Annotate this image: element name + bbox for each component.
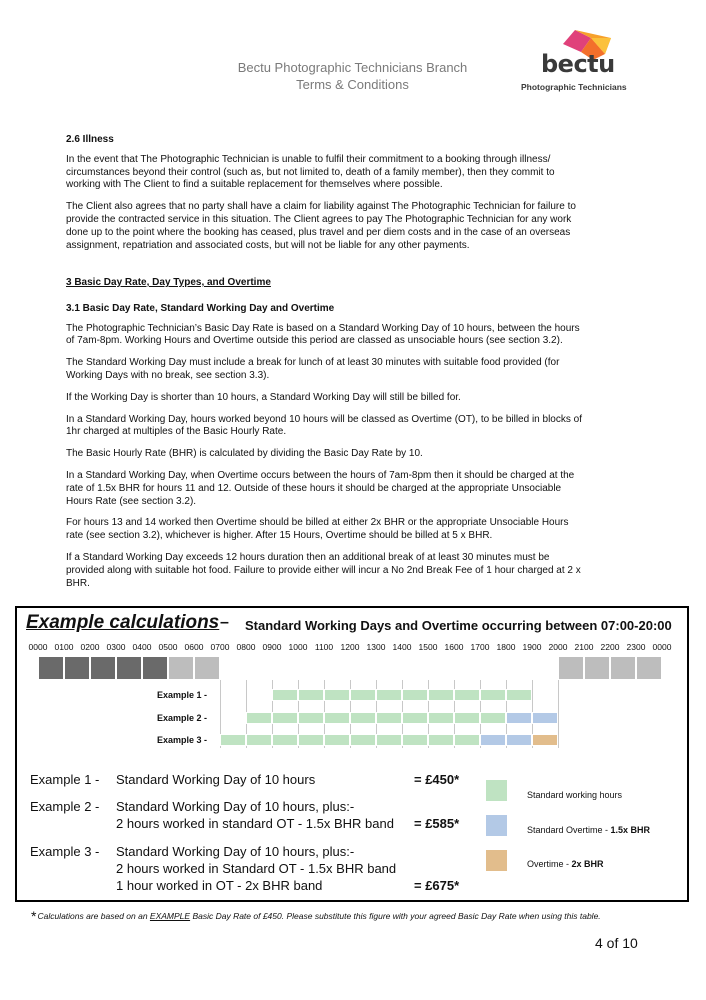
example-row-label: Example 2 - [156, 713, 207, 723]
hour-bar [532, 712, 558, 724]
header-line-2: Terms & Conditions [296, 77, 409, 92]
calc-line: Standard Working Day of 10 hours [116, 772, 316, 787]
hour-cell [168, 656, 194, 680]
hour-bar [532, 734, 558, 746]
hour-bar [402, 689, 428, 701]
hour-label: 0100 [54, 642, 74, 652]
subsection-heading: 3.1 Basic Day Rate, Standard Working Day and Overtime [66, 302, 335, 314]
hour-bar [298, 734, 324, 746]
hour-cell [38, 656, 64, 680]
hour-label: 2000 [548, 642, 568, 652]
example-calculations-box [15, 606, 689, 902]
header-line-1: Bectu Photographic Technicians Branch [237, 60, 468, 75]
hour-bar [428, 689, 454, 701]
hour-label: 2300 [626, 642, 646, 652]
hour-label: 0000 [28, 642, 48, 652]
section-2-6 [66, 134, 586, 252]
hour-cell [194, 656, 220, 680]
hour-bar [402, 712, 428, 724]
hour-label: 0700 [210, 642, 230, 652]
hour-bar [506, 734, 532, 746]
hour-bar [220, 734, 246, 746]
hour-bar [324, 712, 350, 724]
paragraph: The Client also agrees that no party shall have a claim for liability against The Photographic Technician for failure to provide the contracted service in this situation. The Client agrees to pay The Photographic Technician for any work done up to the point where the booking has ceased, plus travel and per diem costs and in the case of an overseas assignment, repatriation and associated costs, but will not be liable for any other payments. [66, 201, 576, 251]
hour-bar [324, 689, 350, 701]
calc-line: Standard Working Day of 10 hours, plus:- [116, 799, 355, 814]
hour-bar [246, 712, 272, 724]
hour-label: 0500 [158, 642, 178, 652]
hour-bar [402, 734, 428, 746]
section-3 [66, 277, 586, 590]
hour-label: 0600 [184, 642, 204, 652]
hour-bar [324, 734, 350, 746]
hour-label: 0200 [80, 642, 100, 652]
hour-cell [142, 656, 168, 680]
legend-label-ot: Overtime - 2x BHR [527, 859, 604, 869]
hour-bar [272, 712, 298, 724]
calc-line: 1 hour worked in OT - 2x BHR band [116, 878, 323, 893]
calc-line: 2 hours worked in standard OT - 1.5x BHR band [116, 816, 394, 831]
section-heading: 2.6 Illness [66, 134, 114, 145]
hour-cell [636, 656, 662, 680]
calc-amount: = £450* [414, 772, 460, 787]
hour-bar [480, 734, 506, 746]
hour-bar [454, 734, 480, 746]
hour-bar [350, 689, 376, 701]
hour-bar [376, 712, 402, 724]
bectu-logo [515, 28, 645, 98]
hour-label: 1500 [418, 642, 438, 652]
paragraph: If the Working Day is shorter than 10 hours, a Standard Working Day will still be billed for. [66, 391, 461, 403]
calc-line: 2 hours worked in Standard OT - 1.5x BHR band [116, 861, 397, 876]
title-dash: – [220, 614, 229, 631]
legend-swatch-ot [486, 850, 507, 871]
calc-line: Standard Working Day of 10 hours, plus:- [116, 844, 355, 859]
calc-label: Example 1 - [30, 772, 100, 787]
footnote-asterisk: * [31, 908, 37, 924]
hour-label: 0900 [262, 642, 282, 652]
hour-bar [376, 689, 402, 701]
hour-bar [454, 712, 480, 724]
hour-cell [610, 656, 636, 680]
hour-label: 0400 [132, 642, 152, 652]
hour-label: 1100 [314, 642, 334, 652]
hour-label: 1600 [444, 642, 464, 652]
hour-label: 1700 [470, 642, 490, 652]
footnote-emphasis: EXAMPLE [149, 911, 191, 921]
hour-label: 1200 [340, 642, 360, 652]
paragraph: The Basic Hourly Rate (BHR) is calculated by dividing the Basic Day Rate by 10. [66, 448, 423, 460]
hour-bar [454, 689, 480, 701]
hour-label: 1800 [496, 642, 516, 652]
hour-label: 1400 [392, 642, 412, 652]
hour-bar [428, 712, 454, 724]
hour-bar [272, 689, 298, 701]
hour-bar [298, 712, 324, 724]
logo-subtitle: Photographic Technicians [521, 82, 627, 92]
hour-label: 1300 [366, 642, 386, 652]
calc-amount: = £585* [414, 816, 460, 831]
page-number: 4 of 10 [595, 935, 638, 951]
hour-bar [506, 689, 532, 701]
paragraph: For hours 13 and 14 worked then Overtime should be billed at either 2x BHR or the appropriate Unsociable Hours rate (see section 3.2), whichever is higher. After 15 Hours, Overtime should be billed at 5 x BHR. [66, 517, 569, 542]
hour-bar [506, 712, 532, 724]
logo-wordmark: bectu [541, 50, 615, 78]
paragraph: If a Standard Working Day exceeds 12 hours duration then an additional break of at least 30 minutes must be provided along with suitable hot food. Failure to provide either will incur a No 2nd Break Fee of 1 hour charged at 2 x BHR. [66, 551, 581, 589]
hour-label: 0000 [652, 642, 672, 652]
paragraph: The Standard Working Day must include a break for lunch of at least 30 minutes with suitable food provided (for Working Days with no break, see section 3.3). [66, 357, 560, 381]
paragraph: In a Standard Working Day, when Overtime occurs between the hours of 7am-8pm then it should be charged at the rate of 1.5x BHR for hours 11 and 12. Outside of these hours it should be charged at the appropriate Unsociable Hours Rate (see section 3.2). [66, 469, 575, 507]
hour-bar [298, 689, 324, 701]
hour-label: 2100 [574, 642, 594, 652]
legend-swatch-standard [486, 780, 507, 801]
hour-label: 2200 [600, 642, 620, 652]
hour-cell [558, 656, 584, 680]
legend-label-standard-ot: Standard Overtime - 1.5x BHR [527, 825, 651, 835]
hour-bar [428, 734, 454, 746]
calc-label: Example 3 - [30, 844, 100, 859]
hour-bar [480, 689, 506, 701]
grid-line [558, 680, 559, 748]
example-subtitle: Standard Working Days and Overtime occurring between 07:00-20:00 [245, 618, 672, 633]
hour-label: 1900 [522, 642, 542, 652]
calc-label: Example 2 - [30, 799, 100, 814]
hour-bar [376, 734, 402, 746]
example-row-label: Example 1 - [156, 690, 207, 700]
footnote [31, 908, 691, 924]
hour-label: 0800 [236, 642, 256, 652]
hour-bar [272, 734, 298, 746]
paragraph: In a Standard Working Day, hours worked beyond 10 hours will be classed as Overtime (OT), to be billed in blocks of 1hr charged at multiples of the Basic Hourly Rate. [66, 413, 582, 438]
example-title: Example calculations [26, 612, 220, 633]
paragraph: In the event that The Photographic Technician is unable to fulfil their commitment to a booking through illness/ circumstances beyond their control (such as, but not limited to, death of a family member), then they commit to working with The Client to find a suitable replacement for themselves where possible. [66, 153, 555, 191]
hour-cell [116, 656, 142, 680]
hour-label: 1000 [288, 642, 308, 652]
hour-bar [350, 734, 376, 746]
hour-bar [480, 712, 506, 724]
footnote-text: Basic Day Rate of £450. Please substitute this figure with your agreed Basic Day Rate when using this table. [190, 911, 601, 921]
footnote-text: Calculations are based on an [37, 911, 150, 921]
hour-label: 0300 [106, 642, 126, 652]
legend-swatch-standard-ot [486, 815, 507, 836]
paragraph: The Photographic Technician’s Basic Day Rate is based on a Standard Working Day of 10 hours, between the hours of 7am-8pm. Working Hours and Overtime outside this period are classed as unsociable hours (see section 3.2). [66, 322, 580, 347]
hour-bar [350, 712, 376, 724]
header-title [200, 59, 505, 93]
example-row-label: Example 3 - [156, 735, 207, 745]
calc-amount: = £675* [414, 878, 460, 893]
legend-label-standard: Standard working hours [527, 790, 623, 800]
section-heading: 3 Basic Day Rate, Day Types, and Overtime [66, 277, 271, 288]
hour-cell [584, 656, 610, 680]
hour-cell [90, 656, 116, 680]
hour-cell [64, 656, 90, 680]
hour-bar [246, 734, 272, 746]
